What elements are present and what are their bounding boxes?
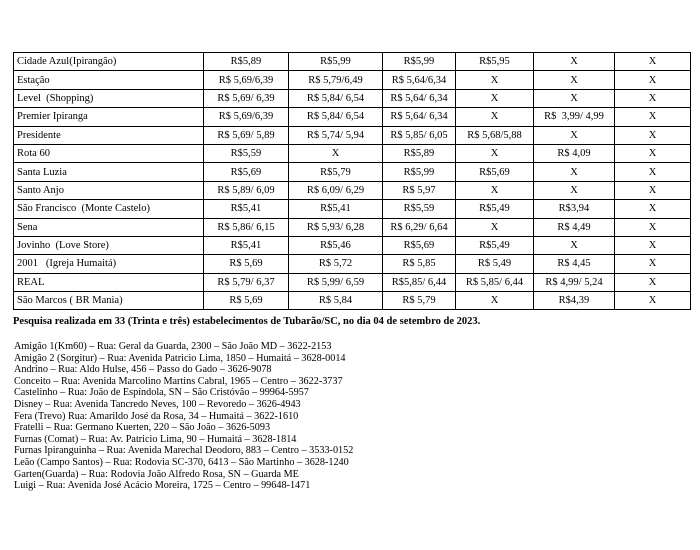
price-cell: R$ 5,85/ 6,05 <box>383 126 456 144</box>
price-cell: X <box>456 181 534 199</box>
price-cell: R$ 5,84/ 6,54 <box>289 89 383 107</box>
price-cell: X <box>615 53 691 71</box>
price-cell: X <box>534 163 615 181</box>
establishment-line: Andrino – Rua: Aldo Hulse, 456 – Passo do Gado – 3626-9078 <box>14 364 272 376</box>
price-cell: X <box>534 71 615 89</box>
price-cell: R$5,95 <box>456 53 534 71</box>
price-cell: R$ 5,72 <box>289 255 383 273</box>
price-cell: R$ 6,29/ 6,64 <box>383 218 456 236</box>
station-name-cell: 2001 (Igreja Humaitá) <box>14 255 204 273</box>
price-cell: R$5,46 <box>289 236 383 254</box>
price-table-body <box>14 53 691 310</box>
establishment-line: Luigi – Rua: Avenida José Acácio Moreira, 1725 – Centro – 99648-1471 <box>14 480 311 492</box>
station-name-cell: Presidente <box>14 126 204 144</box>
table-row <box>14 255 691 273</box>
table-row <box>14 218 691 236</box>
price-cell: R$ 4,09 <box>534 144 615 162</box>
price-cell: R$5,69 <box>456 163 534 181</box>
price-cell: R$5,41 <box>204 236 289 254</box>
establishment-line: Furnas (Comat) – Rua: Av. Patricio Lima, 90 – Humaitá – 3628-1814 <box>14 433 297 445</box>
price-cell: R$ 5,93/ 6,28 <box>289 218 383 236</box>
price-cell: R$5,79 <box>289 163 383 181</box>
station-name-cell: Sena <box>14 218 204 236</box>
price-cell: X <box>615 273 691 291</box>
table-row <box>14 181 691 199</box>
price-cell: X <box>615 292 691 310</box>
station-name-cell: Jovinho (Love Store) <box>14 236 204 254</box>
price-cell: R$ 5,69 <box>204 255 289 273</box>
price-cell: X <box>615 236 691 254</box>
price-cell: R$5,69 <box>383 236 456 254</box>
station-name-cell: Estação <box>14 71 204 89</box>
price-cell: R$5,41 <box>204 200 289 218</box>
price-cell: R$5,69 <box>204 163 289 181</box>
establishment-line: Leão (Campo Santos) – Rua: Rodovia SC-370, 6413 – São Martinho – 3628-1240 <box>14 456 349 468</box>
establishment-line: Amigão 1(Km60) – Rua: Geral da Guarda, 2300 – São João MD – 3622-2153 <box>14 341 332 352</box>
price-cell: R$ 5,79/ 6,37 <box>204 273 289 291</box>
price-cell: R$5,99 <box>383 53 456 71</box>
price-cell: R$ 5,84 <box>289 292 383 310</box>
price-cell: X <box>456 292 534 310</box>
establishment-list <box>14 341 353 492</box>
table-row <box>14 53 691 71</box>
table-row <box>14 273 691 291</box>
price-cell: R$ 4,45 <box>534 255 615 273</box>
station-name-cell: Rota 60 <box>14 144 204 162</box>
establishment-line: Fratelli – Rua: Germano Kuerten, 220 – São João – 3626-5093 <box>14 422 271 434</box>
station-name-cell: REAL <box>14 273 204 291</box>
price-cell: X <box>534 53 615 71</box>
price-cell: R$ 4,49 <box>534 218 615 236</box>
price-cell: X <box>534 181 615 199</box>
establishment-line: Castelinho – Rua: João de Espíndola, SN – São Cristóvão – 99964-5957 <box>14 387 309 399</box>
price-cell: R$ 5,64/6,34 <box>383 71 456 89</box>
price-cell: R$ 5,99/ 6,59 <box>289 273 383 291</box>
price-cell: X <box>456 89 534 107</box>
price-cell: R$5,59 <box>383 200 456 218</box>
price-cell: R$ 5,85/ 6,44 <box>456 273 534 291</box>
price-cell: R$ 5,64/ 6,34 <box>383 108 456 126</box>
price-cell: R$ 5,69/6,39 <box>204 108 289 126</box>
price-cell: X <box>456 108 534 126</box>
price-cell: R$ 3,99/ 4,99 <box>534 108 615 126</box>
table-row <box>14 144 691 162</box>
price-cell: X <box>534 126 615 144</box>
price-cell: R$ 5,69/ 6,39 <box>204 89 289 107</box>
price-cell: R$ 5,89/ 6,09 <box>204 181 289 199</box>
price-cell: R$ 5,74/ 5,94 <box>289 126 383 144</box>
establishment-line: Garten(Guarda) – Rua: Rodovia João Alfredo Rosa, SN – Guarda ME <box>14 468 299 480</box>
price-cell: R$ 5,69/6,39 <box>204 71 289 89</box>
price-cell: R$ 5,68/5,88 <box>456 126 534 144</box>
establishment-line: Furnas Ipiranguinha – Rua: Avenida Marechal Deodoro, 883 – Centro – 3533-0152 <box>14 445 354 457</box>
price-cell: R$ 5,86/ 6,15 <box>204 218 289 236</box>
price-cell: X <box>615 144 691 162</box>
establishment-line: Conceito – Rua: Avenida Marcolino Martins Cabral, 1965 – Centro – 3622-3737 <box>14 375 343 387</box>
price-cell: R$ 5,69 <box>204 292 289 310</box>
price-cell: X <box>615 71 691 89</box>
table-row <box>14 163 691 181</box>
table-row <box>14 108 691 126</box>
price-cell: R$5,49 <box>456 236 534 254</box>
table-row <box>14 236 691 254</box>
price-cell: R$ 5,79 <box>383 292 456 310</box>
price-cell: R$ 4,99/ 5,24 <box>534 273 615 291</box>
price-cell: R$3,94 <box>534 200 615 218</box>
price-cell: X <box>456 218 534 236</box>
price-cell: R$ 5,84/ 6,54 <box>289 108 383 126</box>
establishment-line: Amigão 2 (Sorgitur) – Rua: Avenida Patricio Lima, 1850 – Humaitá – 3628-0014 <box>14 352 346 364</box>
price-cell: R$4,39 <box>534 292 615 310</box>
price-cell: X <box>456 71 534 89</box>
price-cell: X <box>615 181 691 199</box>
price-cell: R$5,49 <box>456 200 534 218</box>
establishment-line: Fera (Trevo) Rua: Amarildo José da Rosa, 34 – Humaitá – 3622-1610 <box>14 410 299 422</box>
price-cell: X <box>615 89 691 107</box>
price-cell: X <box>615 200 691 218</box>
price-cell: R$ 5,97 <box>383 181 456 199</box>
station-name-cell: São Marcos ( BR Mania) <box>14 292 204 310</box>
price-cell: X <box>534 236 615 254</box>
station-name-cell: Santa Luzia <box>14 163 204 181</box>
table-row <box>14 126 691 144</box>
table-row <box>14 71 691 89</box>
price-table <box>13 52 691 310</box>
establishment-line: Disney – Rua: Avenida Tancredo Neves, 100 – Revoredo – 3626-4943 <box>14 398 301 410</box>
price-cell: X <box>615 126 691 144</box>
price-cell: R$5,89 <box>383 144 456 162</box>
price-cell: X <box>456 144 534 162</box>
table-row <box>14 292 691 310</box>
price-cell: X <box>289 144 383 162</box>
price-cell: R$5,89 <box>204 53 289 71</box>
price-cell: R$5,99 <box>383 163 456 181</box>
price-cell: X <box>534 89 615 107</box>
station-name-cell: Cidade Azul(Ipirangão) <box>14 53 204 71</box>
price-cell: R$ 5,79/6,49 <box>289 71 383 89</box>
price-cell: R$5,85/ 6,44 <box>383 273 456 291</box>
table-row <box>14 200 691 218</box>
price-cell: R$ 5,49 <box>456 255 534 273</box>
price-cell: X <box>615 218 691 236</box>
station-name-cell: Premier Ipiranga <box>14 108 204 126</box>
price-cell: R$5,99 <box>289 53 383 71</box>
price-cell: X <box>615 255 691 273</box>
station-name-cell: Level (Shopping) <box>14 89 204 107</box>
price-cell: R$ 5,85 <box>383 255 456 273</box>
price-cell: R$ 5,69/ 5,89 <box>204 126 289 144</box>
price-cell: R$5,41 <box>289 200 383 218</box>
station-name-cell: Santo Anjo <box>14 181 204 199</box>
table-row <box>14 89 691 107</box>
survey-note: Pesquisa realizada em 33 (Trinta e três) estabelecimentos de Tubarão/SC, no dia 04 de setembro de 2023. <box>13 316 481 327</box>
price-cell: X <box>615 163 691 181</box>
station-name-cell: São Francisco (Monte Castelo) <box>14 200 204 218</box>
price-cell: R$ 5,64/ 6,34 <box>383 89 456 107</box>
price-cell: X <box>615 108 691 126</box>
price-cell: R$ 6,09/ 6,29 <box>289 181 383 199</box>
price-cell: R$5,59 <box>204 144 289 162</box>
